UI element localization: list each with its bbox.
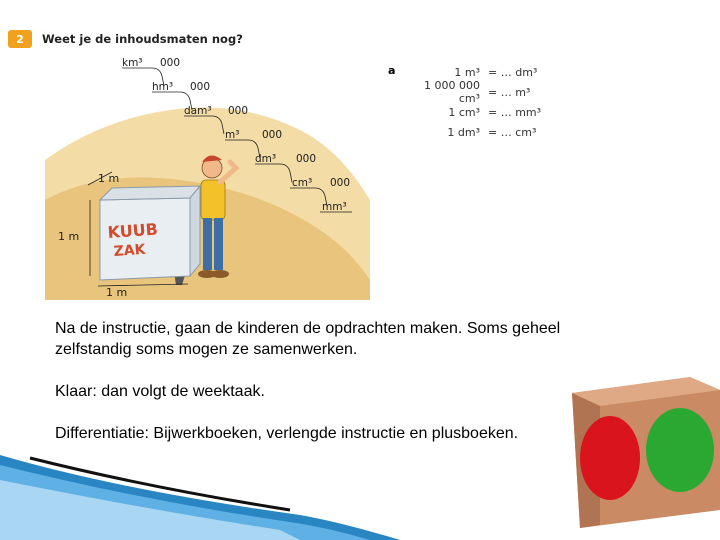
differentiation-paragraph: Differentiatie: Bijwerkboeken, verlengde instructie en plusboeken. bbox=[55, 425, 519, 442]
bag-label-kuub: KUUB bbox=[106, 219, 159, 242]
unit-km3: km³ bbox=[122, 57, 143, 69]
red-dot bbox=[580, 416, 640, 500]
question-label: a bbox=[388, 64, 396, 77]
unit-step-000: 000 bbox=[262, 129, 283, 141]
equation-left: 1 cm³ bbox=[448, 105, 480, 119]
unit-hm3: hm³ bbox=[152, 81, 174, 93]
equation-left: 1 m³ bbox=[454, 65, 480, 79]
instruction-paragraph: Na de instructie, gaan de kinderen de opdrachten maken. Soms geheel zelfstandig soms mogen ze samenwerken. bbox=[55, 320, 561, 358]
equation-left: 1 000 000 cm³ bbox=[424, 79, 480, 105]
decorative-swoosh bbox=[0, 450, 400, 540]
unit-dm3: dm³ bbox=[255, 153, 277, 165]
kuub-zak-bag bbox=[100, 186, 200, 280]
weektaak-paragraph: Klaar: dan volgt de weektaak. bbox=[55, 383, 265, 400]
equation-row bbox=[404, 102, 541, 122]
unit-dam3: dam³ bbox=[184, 105, 212, 117]
exercise-title: Weet je de inhoudsmaten nog? bbox=[42, 32, 243, 46]
unit-cm3: cm³ bbox=[292, 177, 313, 189]
bag-label-zak: ZAK bbox=[113, 241, 147, 260]
unit-step-000: 000 bbox=[228, 105, 249, 117]
exercise-header bbox=[8, 30, 243, 48]
equation-right: = … m³ bbox=[488, 85, 531, 99]
dimension-left: 1 m bbox=[58, 230, 80, 243]
equation-right: = … mm³ bbox=[488, 105, 542, 119]
green-dot bbox=[646, 408, 714, 492]
exercise-number-badge: 2 bbox=[8, 30, 32, 48]
red-green-dice bbox=[530, 360, 720, 540]
unit-mm3: mm³ bbox=[322, 201, 347, 213]
unit-m3: m³ bbox=[225, 129, 240, 141]
equation-right: = … dm³ bbox=[488, 65, 538, 79]
equation-list bbox=[404, 62, 541, 142]
unit-step-000: 000 bbox=[160, 57, 181, 69]
equation-row bbox=[404, 122, 541, 142]
equation-right: = … cm³ bbox=[488, 125, 537, 139]
unit-step-000: 000 bbox=[296, 153, 317, 165]
equation-row bbox=[404, 79, 541, 105]
slide-body-text bbox=[55, 318, 575, 465]
sand-and-bag-illustration bbox=[40, 50, 370, 300]
dimension-bottom: 1 m bbox=[106, 286, 128, 299]
equation-left: 1 dm³ bbox=[447, 125, 480, 139]
dimension-top: 1 m bbox=[98, 172, 120, 185]
unit-step-000: 000 bbox=[330, 177, 351, 189]
unit-step-000: 000 bbox=[190, 81, 211, 93]
